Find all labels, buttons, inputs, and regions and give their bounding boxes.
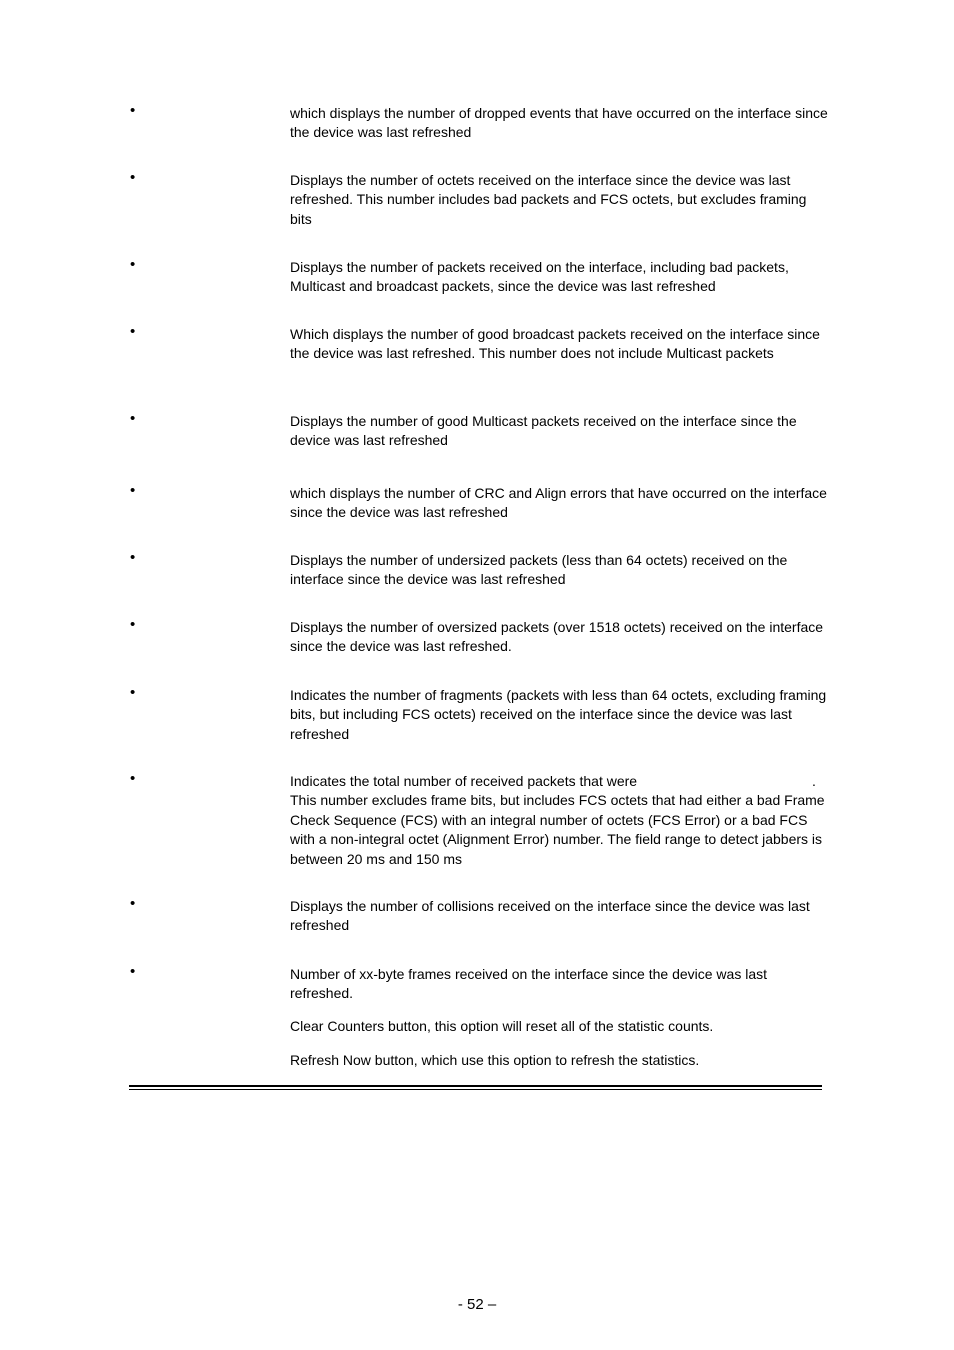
entry-description: Indicates the total number of received packets that were xyxy=(290,773,638,789)
bullet-icon: • xyxy=(130,256,136,273)
entry-description: which displays the number of dropped events that have occurred on the interface since the device was last refreshed xyxy=(290,105,828,141)
entry-continuation: This number excludes frame bits, but includes FCS octets that had either a bad Frame Check Sequence (FCS) with an integral number of octets (FCS Error) or a bad FCS with a non-integral octet (Alignment Error) number. The field range to detect jabbers is between 20 ms and 150 ms xyxy=(290,792,825,867)
bullet-icon: • xyxy=(130,770,136,787)
bullet-icon: • xyxy=(130,482,136,499)
section-divider-thin xyxy=(129,1089,822,1090)
bullet-icon: • xyxy=(130,323,136,340)
entry-description: which displays the number of CRC and Align errors that have occurred on the interface since the device was last refreshed xyxy=(290,485,827,521)
bullet-icon: • xyxy=(130,616,136,633)
entry-description: Which displays the number of good broadcast packets received on the interface since the device was last refreshed. This number does not include Multicast packets xyxy=(290,326,820,362)
entry-description: Indicates the number of fragments (packets with less than 64 octets, excluding framing bits, but including FCS octets) received on the interface since the device was last refreshed xyxy=(290,687,827,742)
section-divider xyxy=(129,1085,822,1087)
entry-description: Number of xx-byte frames received on the interface since the device was last refreshed. xyxy=(290,966,767,1002)
bullet-icon: • xyxy=(130,549,136,566)
entry-description: Displays the number of collisions received on the interface since the device was last refreshed xyxy=(290,898,810,934)
entry-description: Displays the number of oversized packets (over 1518 octets) received on the interface since the device was last refreshed. xyxy=(290,619,824,655)
entry-description: Displays the number of octets received on the interface since the device was last refreshed. This number includes bad packets and FCS octets, but excludes framing bits xyxy=(290,172,807,227)
bullet-icon: • xyxy=(130,684,136,701)
bullet-icon: • xyxy=(130,410,136,427)
bullet-icon: • xyxy=(130,102,136,119)
bullet-icon: • xyxy=(130,963,136,980)
bullet-icon: • xyxy=(130,169,136,186)
entry-description: Displays the number of undersized packets (less than 64 octets) received on the interface since the device was last refreshed xyxy=(290,552,788,588)
clear-counters-note: Clear Counters button, this option will reset all of the statistic counts. xyxy=(290,1018,714,1034)
entry-description: Displays the number of packets received on the interface, including bad packets, Multicast and broadcast packets, since the device was last refreshed xyxy=(290,259,789,295)
trailing-period: . xyxy=(812,773,816,789)
bullet-icon: • xyxy=(130,895,136,912)
refresh-now-note: Refresh Now button, which use this option to refresh the statistics. xyxy=(290,1052,700,1068)
entry-description: Displays the number of good Multicast packets received on the interface since the device was last refreshed xyxy=(290,413,797,449)
page-number: - 52 – xyxy=(457,1296,497,1313)
